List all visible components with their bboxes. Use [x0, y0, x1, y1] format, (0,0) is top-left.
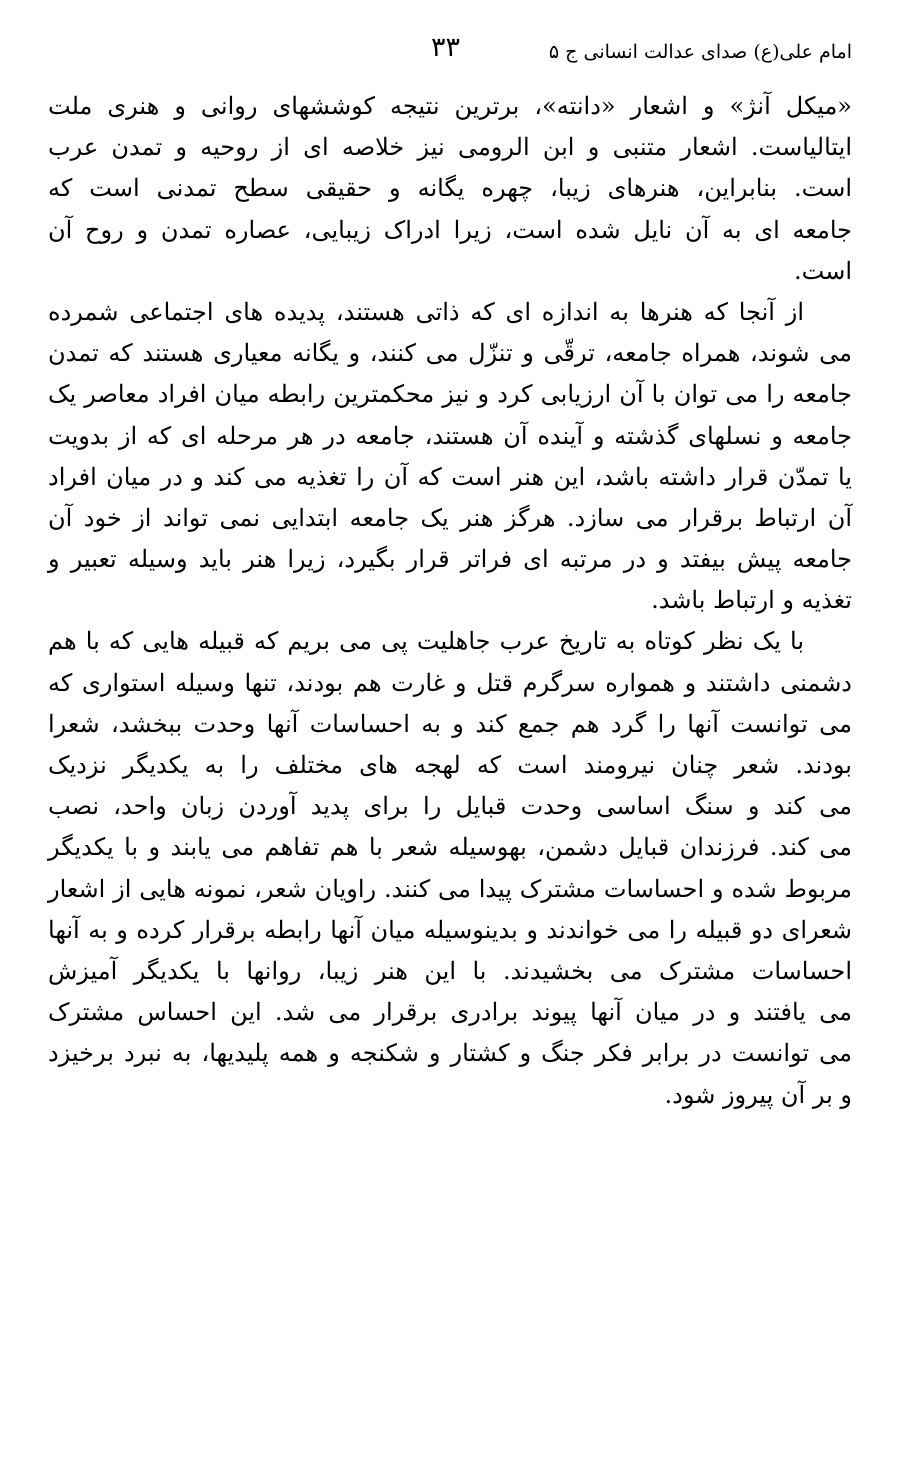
text-line: دشمنی داشتند و همواره سرگرم قتل و غارت هم بودند، تنها وسیله استواری که — [48, 668, 852, 697]
page-header — [40, 30, 852, 74]
text-line: است. — [794, 256, 852, 285]
text-line: جامعه پیش بیفتد و در مرتبه ای فراتر قرار بگیرد، زیرا هنر باید وسیله تعبیر و — [48, 545, 852, 574]
text-line: می کند و سنگ اساسی وحدت قبایل را برای پدید آوردن زبان واحد، نصب — [48, 792, 852, 821]
text-line: جامعه ای به آن نایل شده است، زیرا ادراک زیبایی، عصاره تمدن و روح آن — [48, 215, 852, 244]
running-title: امام علی(ع) صدای عدالت انسانی ج ۵ — [548, 41, 852, 63]
text-line: می توانست در برابر فکر جنگ و کشتار و شکنجه و همه پلیدیها، به نبرد برخیزد — [48, 1039, 853, 1068]
text-line: تغذیه و ارتباط باشد. — [651, 586, 852, 615]
text-line: می کند. فرزندان قبایل دشمن، بهوسیله شعر با هم تفاهم می یابند و با یکدیگر — [48, 833, 852, 862]
text-line: «میکل آنژ» و اشعار «دانته»، برترین نتیجه کوششهای روانی و هنری ملت — [48, 92, 852, 120]
text-line: بودند. شعر چنان نیرومند است که لهجه های مختلف را به یکدیگر نزدیک — [48, 751, 852, 779]
text-line: است. بنابراین، هنرهای زیبا، چهره یگانه و حقیقی سطح تمدنی است که — [48, 174, 852, 203]
text-line: از آنجا که هنرها به اندازه ای که ذاتی هستند، پدیده های اجتماعی شمرده — [48, 297, 804, 326]
body-text — [48, 86, 852, 1116]
text-line: ایتالیاست. اشعار متنبی و ابن الرومی نیز خلاصه ای از روحیه و تمدن عرب — [48, 133, 852, 162]
text-line: جامعه را می توان با آن ارزیابی کرد و نیز محکمترین رابطه میان افراد معاصر یک — [48, 380, 852, 409]
text-line: و بر آن پیروز شود. — [664, 1080, 852, 1109]
text-line: مربوط شده و احساسات مشترک پیدا می کنند. راویان شعر، نمونه هایی از اشعار — [48, 874, 852, 903]
text-line: می توانست آنها را گرد هم جمع کند و به احساسات آنها وحدت ببخشد، شعرا — [48, 709, 852, 738]
text-line: آن ارتباط برقرار می سازد. هرگز هنر یک جامعه ابتدایی نمی تواند از خود آن — [48, 503, 852, 532]
text-line: یا تمدّن قرار داشته باشد، این هنر است که آن را تغذیه می کند و در میان افراد — [48, 462, 852, 491]
text-line: شعرای دو قبیله را می خواندند و بدینوسیله میان آنها رابطه برقرار کرده و به آنها — [48, 915, 852, 944]
text-line: با یک نظر کوتاه به تاریخ عرب جاهلیت پی می بریم که قبیله هایی که با هم — [48, 627, 804, 656]
text-line: می شوند، همراه جامعه، ترقّی و تنزّل می کنند، و یگانه معیاری هستند که تمدن — [48, 339, 852, 368]
page-number: ۳۳ — [430, 32, 460, 63]
paragraph-3 — [48, 621, 852, 1115]
text-line: می یافتند و در میان آنها پیوند برادری برقرار می شد. این احساس مشترک — [48, 998, 852, 1027]
text-line: احساسات مشترک می بخشیدند. با این هنر زیبا، روانها با یکدیگر آمیزش — [48, 956, 852, 985]
paragraph-2 — [48, 292, 852, 622]
text-line: جامعه و نسلهای گذشته و آینده آن هستند، جامعه در هر مرحله ای که از بدویت — [48, 421, 853, 450]
paragraph-1 — [48, 86, 852, 292]
